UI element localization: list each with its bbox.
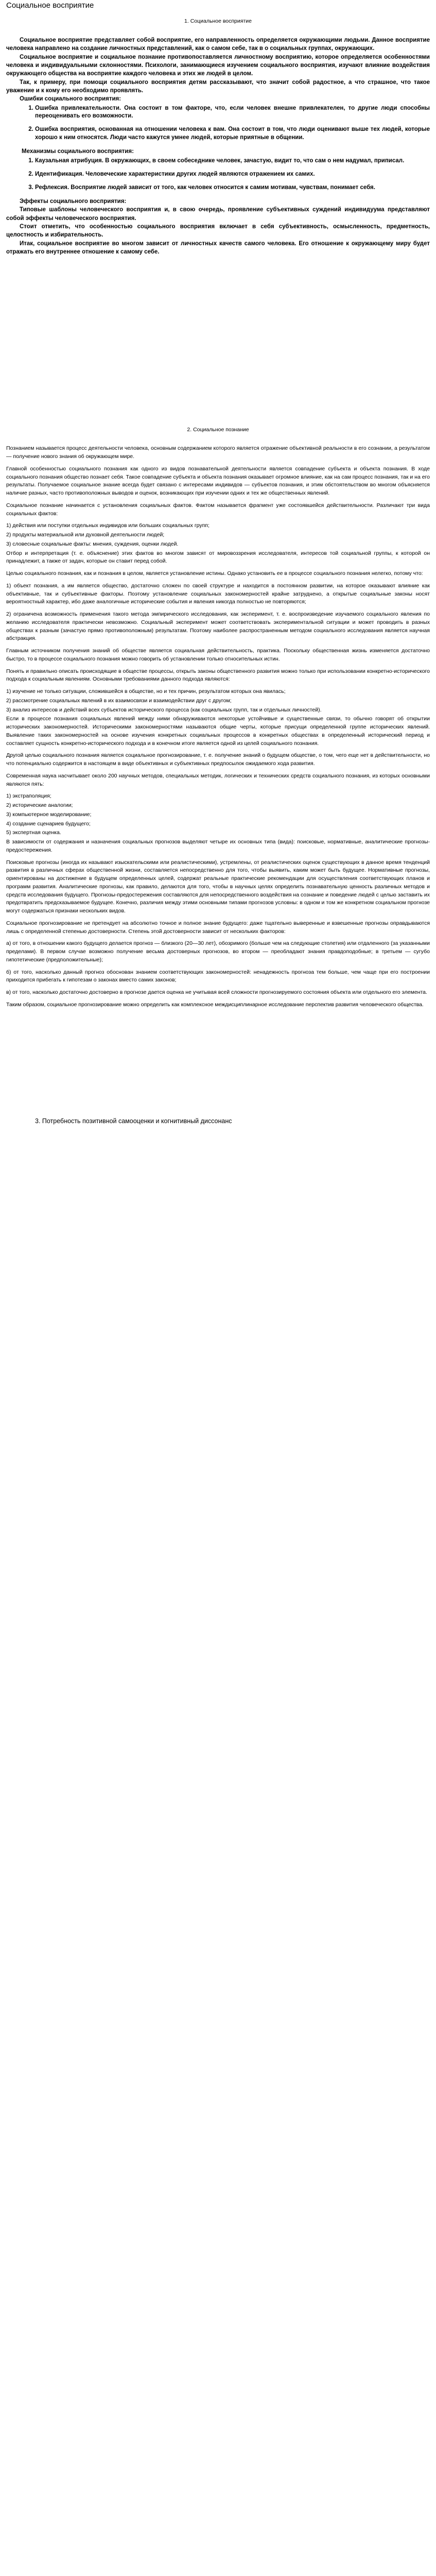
paragraph: Так, к примеру, при помощи социального восприятия детям рассказывают, что значит собой радостное, а что страшное, что такое уважение и к кому его необходимо проявлять. bbox=[6, 79, 430, 94]
list-item: 2. Идентификация. Человеческие характеристики других людей являются отражением их самих. bbox=[35, 171, 430, 179]
paragraph: 2) рассмотрение социальных явлений в их взаимосвязи и взаимодействии друг с другом; bbox=[6, 697, 232, 704]
paragraph: Социальное восприятие представляет собой восприятие, его направленность определяется окружающими людьми. Данное восприятие человека направлено на создание личностных представлений, как о самом себе, так в о социальных группах, окружающих. bbox=[6, 37, 430, 52]
subheading: Ошибки социального восприятия: bbox=[20, 96, 121, 103]
paragraph: 5) экспертная оценка. bbox=[6, 829, 61, 836]
paragraph: 2) исторические аналогии; bbox=[6, 802, 73, 809]
paragraph: Социальное познание начинается с установления социальных фактов. Фактом называется фрагмент уже состоявшейся действительности. Различают три вида социальных фактов: bbox=[6, 502, 430, 517]
section-heading-3: 3. Потребность позитивной самооценки и когнитивный диссонанс bbox=[35, 1117, 232, 1125]
paragraph: 1) объект познания, а им является общество, достаточно сложен по своей структуре и находится в постоянном развитии, на которое оказывают влияние как объективные, так и субъективные факторы. Поэтому установление социальных закономерностей крайне затруднено, а открытые социальные законы носят вероятностный характер, ибо даже аналогичные исторические события и явления никогда полностью не повторяются; bbox=[6, 582, 430, 605]
subheading: Эффекты социального восприятия: bbox=[20, 198, 127, 205]
paragraph: Итак, социальное восприятие во многом зависит от личностных качеств самого человека. Его отношение к окружающему миру будет отражать его внутреннее отношение к самому себе. bbox=[6, 240, 430, 256]
mechanisms-list bbox=[6, 157, 430, 192]
list-item: 2. Ошибка восприятия, основанная на отношении человека к вам. Она состоит в том, что люди оценивают выше тех людей, которые хорошо к ним относятся. Люди часто кажутся умнее людей, которые приятные в общении. bbox=[35, 126, 430, 142]
paragraph: 3) словесные социальные факты: мнения, суждения, оценки людей. bbox=[6, 540, 179, 547]
paragraph: 3) анализ интересов и действий всех субъектов исторического процесса (как социальных групп, так и отдельных личностей). bbox=[6, 706, 322, 713]
paragraph: 1) изучение не только ситуации, сложившейся в обществе, но и тех причин, результатом которых она явилась; bbox=[6, 688, 286, 695]
paragraph: В зависимости от содержания и назначения социальных прогнозов выделяют четыре их основных типа (вида): поисковые, нормативные, аналитические прогнозы-предостережения. bbox=[6, 839, 430, 853]
section-heading-2: 2. Социальное познание bbox=[187, 427, 249, 433]
paragraph: Отбор и интерпретация (т. е. объяснение) этих фактов во многом зависят от мировоззрения исследователя, интересов той социальной группы, к которой он принадлежит, а также от задач, которые он ставит перед собой. bbox=[6, 550, 430, 565]
paragraph: 4) создание сценариев будущего; bbox=[6, 820, 91, 827]
paragraph: Познанием называется процесс деятельности человека, основным содержанием которого является отражение объективной реальности в его сознании, а результатом — получение нового знания об окружающем мире. bbox=[6, 445, 430, 460]
paragraph: 2) продукты материальной или духовной деятельности людей; bbox=[6, 532, 165, 538]
paragraph: Главной особенностью социального познания как одного из видов познавательной деятельности является совпадение субъекта и объекта познания. В ходе социального познания общество познает себя. Такое совпадение субъекта и объекта познания оказывает огромное влияние, как на сам процесс познания, так и на его результаты. Получаемое социальное знание всегда будет связано с интересами индивидов — субъектов познания, и этим обстоятельством во многом объясняется наличие разных, часто противоположных выводов и оценок, возникающих при изучении одних и тех же общественных явлений. bbox=[6, 465, 430, 497]
paragraph: Главным источником получения знаний об обществе является социальная действительность, практика. Поскольку общественная жизнь изменяется достаточно быстро, то в процессе социального познания можно говорить об установлении только относительных истин. bbox=[6, 648, 430, 662]
paragraph: Социальное восприятие и социальное познание противопоставляется личностному восприятию, которое определяется особенностями человека и индивидуальными склонностями. Психологи, занимающиеся изучением социального восприятия, изучают влияние воздействия окружающего общества на восприятие каждого человека и этих же людей в целом. bbox=[6, 54, 430, 77]
document-title: Социальное восприятие bbox=[6, 1, 94, 10]
paragraph: Типовые шаблоны человеческого восприятия и, в свою очередь, проявление субъективных суждений индивидуума представляют собой эффекты человеческого восприятия. bbox=[6, 207, 430, 222]
paragraph: Стоит отметить, что особенностью социального восприятия включает в себя субъективность, осмысленность, предметность, целостность и избирательность. bbox=[6, 224, 430, 239]
paragraph: в) от того, насколько достаточно достоверно в прогнозе дается оценка не учитывая всей сложности прогнозируемого состояния объекта или отдельного его элемента. bbox=[6, 989, 427, 996]
document-page bbox=[0, 1, 436, 1147]
paragraph: 2) ограничена возможность применения такого метода эмпирического исследования, как эксперимент, т. е. воспроизведение изучаемого социального явления по желанию исследователя практически невозможно. Социальный эксперимент может соответствовать экспериментальной ситуации и может проводить в разных обществах к разным (зачастую прямо противоположным) результатам. Поэтому наиболее распространенным методом социального исследования является научная абстракция. bbox=[6, 611, 430, 642]
paragraph: Таким образом, социальное прогнозирование можно определить как комплексное междисциплинарное исследование перспектив развития человеческого общества. bbox=[6, 1001, 424, 1008]
list-item: 1. Ошибка привлекательности. Она состоит в том факторе, что, если человек внешне привлекателен, то другие люди способны переоценивать его возможности. bbox=[35, 105, 430, 121]
list-item: 1. Каузальная атрибуция. В окружающих, в своем собеседнике человек, зачастую, видит то, что сам о нем надумал, приписал. bbox=[35, 157, 430, 165]
errors-list bbox=[6, 105, 430, 142]
list-item: 3. Рефлексия. Восприятие людей зависит от того, как человек относится к самим мотивам, чувствам, понимает себя. bbox=[35, 184, 430, 192]
subheading: Механизмы социального восприятия: bbox=[22, 148, 134, 155]
paragraph: а) от того, в отношении какого будущего делается прогноз — близкого (20—30 лет), обозримого (больше чем на следующие столетия) или отдаленного (за указанными пределами). В первом случае возможно получение весьма достоверных прогнозов, во втором — преобладают знания правдоподобные; в третьем — сугубо гипотетические (предположительные); bbox=[6, 940, 430, 963]
section-social-perception bbox=[6, 18, 430, 256]
paragraph: Если в процессе познания социальных явлений между ними обнаруживаются некоторые устойчивые и существенные связи, то обычно говорят об открытии исторических закономерностей. Историческими закономерностями называются общие черты, которые присущи определенной группе исторических явлений. Выявление таких закономерностей на основе изучения конкретных социальных процессов в конкретных обществах в определенный исторический период и составляет сущность конкретно-исторического подхода и в конечном итоге является одной из целей социального познания. bbox=[6, 716, 430, 747]
paragraph: 1) экстраполяция; bbox=[6, 793, 51, 800]
section-social-cognition bbox=[6, 426, 430, 1009]
section-heading-1: 1. Социальное восприятие bbox=[184, 18, 252, 24]
paragraph: б) от того, насколько данный прогноз обоснован знанием соответствующих закономерностей: ненадежность прогноза тем больше, чем чаще при его построении приходится прибегать к гипотезам о законах вместо самих законов; bbox=[6, 969, 430, 984]
paragraph: 3) компьютерное моделирование; bbox=[6, 811, 92, 818]
paragraph: 1) действия или поступки отдельных индивидов или больших социальных групп; bbox=[6, 522, 210, 529]
paragraph: Понять и правильно описать происходящие в обществе процессы, открыть законы общественного развития можно только при использовании конкретно-исторического подхода к социальным явлениям. Основными требованиями данного подхода являются: bbox=[6, 668, 430, 683]
paragraph: Социальное прогнозирование не претендует на абсолютно точное и полное знание будущего: даже тщательно выверенные и взвешенные прогнозы оправдываются лишь с определенной степенью достоверности. Степень этой достоверности зависит от нескольких факторов: bbox=[6, 920, 430, 935]
paragraph: Целью социального познания, как и познания в целом, является установление истины. Однако установить ее в процессе социального познания нелегко, потому что: bbox=[6, 570, 423, 577]
paragraph: Другой целью социального познания является социальное прогнозирование, т. е. получение знаний о будущем обществе, о том, чего еще нет в действительности, но что потенциально содержится в настоящем в виде объективных и субъективных предпосылок ожидаемого хода развития. bbox=[6, 752, 430, 767]
paragraph: Поисковые прогнозы (иногда их называют изыскательскими или реалистическими), устремлены, от реалистических оценок существующих в данное время тенденций развития в различных сферах общественной жизни, составляется непосредственно для того, чтобы выявить, каким может быть будущее. Нормативные прогнозы, ориентированы на достижение в будущем определенных целей, содержат реальные практические рекомендации для осуществления соответствующих планов и программ развития. Аналитические прогнозы, как правило, делаются для того, чтобы в научных целях определить познавательную ценность различных методов и средств исследования будущего. Прогнозы-предостережения составляются для непосредственного воздействия на сознание и поведение людей с целью заставить их предотвратить предсказываемое будущее. Конечно, различия между этими основными типами прогнозов условны: в одном и том же конкретном социальном прогнозе могут содержаться признаки нескольких видов. bbox=[6, 859, 430, 914]
paragraph: Современная наука насчитывает около 200 научных методов, специальных методик, логических и технических средств социального познания, из которых основными являются пять: bbox=[6, 772, 430, 787]
